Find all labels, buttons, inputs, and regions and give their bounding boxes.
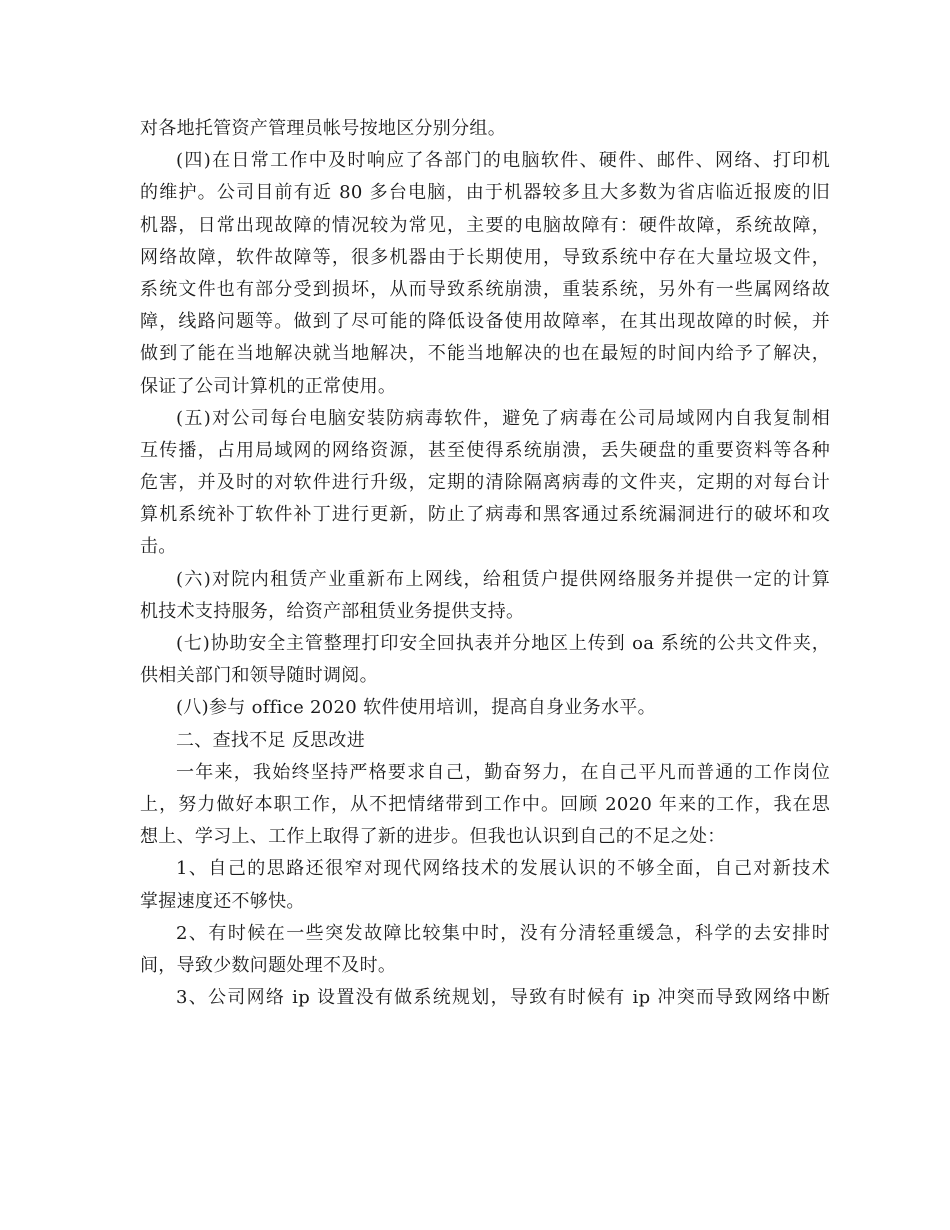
- text-line: 一年来，我始终坚持严格要求自己，勤奋努力，在自己平凡而普通的工作岗位: [176, 761, 830, 783]
- document-body: [140, 113, 830, 1014]
- text-line: 想上、学习上、工作上取得了新的进步。但我也认识到自己的不足之处：: [140, 826, 726, 848]
- text-line: 供相关部门和领导随时调阅。: [140, 665, 378, 687]
- text-line: 算机系统补丁软件补丁进行更新，防止了病毒和黑客通过系统漏洞进行的破坏和攻: [140, 504, 830, 526]
- text-line: 1、自己的思路还很窄对现代网络技术的发展认识的不够全面，自己对新技术: [176, 858, 830, 880]
- text-line: 障，线路问题等。做到了尽可能的降低设备使用故障率，在其出现故障的时候，并: [140, 311, 830, 333]
- text-line: (四)在日常工作中及时响应了各部门的电脑软件、硬件、邮件、网络、打印机: [176, 150, 830, 172]
- text-line: 保证了公司计算机的正常使用。: [140, 375, 397, 397]
- text-line: 击。: [140, 536, 177, 558]
- text-line: 对各地托管资产管理员帐号按地区分别分组。: [140, 118, 506, 139]
- text-line: (五)对公司每台电脑安装防病毒软件，避免了病毒在公司局域网内自我复制相: [176, 407, 830, 429]
- text-line: 2、有时候在一些突发故障比较集中时，没有分清轻重缓急，科学的去安排时: [176, 922, 830, 944]
- text-line: 二、查找不足 反思改进: [176, 729, 366, 751]
- text-line: 3、公司网络 ip 设置没有做系统规划，导致有时候有 ip 冲突而导致网络中断: [176, 987, 831, 1009]
- text-line: 危害，并及时的对软件进行升级，定期的清除隔离病毒的文件夹，定期的对每台计: [140, 472, 830, 494]
- text-line: (七)协助安全主管整理打印安全回执表并分地区上传到 oa 系统的公共文件夹，: [176, 633, 830, 654]
- text-line: 机技术支持服务，给资产部租赁业务提供支持。: [140, 600, 525, 622]
- text-line: 间，导致少数问题处理不及时。: [140, 954, 397, 976]
- text-line: 做到了能在当地解决就当地解决，不能当地解决的也在最短的时间内给予了解决，: [140, 343, 830, 365]
- text-line: 掌握速度还不够快。: [140, 890, 305, 912]
- text-line: 互传播，占用局域网的网络资源，甚至使得系统崩溃，丢失硬盘的重要资料等各种: [140, 439, 830, 461]
- text-line: (六)对院内租赁产业重新布上网线，给租赁户提供网络服务并提供一定的计算: [176, 568, 830, 590]
- text-line: 上，努力做好本职工作，从不把情绪带到工作中。回顾 2020 年来的工作，我在思: [140, 793, 830, 815]
- text-line: (八)参与 office 2020 软件使用培训，提高自身业务水平。: [176, 697, 656, 719]
- text-line: 的维护。公司目前有近 80 多台电脑，由于机器较多且大多数为省店临近报废的旧: [140, 182, 830, 204]
- text-line: 系统文件也有部分受到损坏，从而导致系统崩溃，重装系统，另外有一些属网络故: [140, 278, 830, 300]
- text-line: 机器，日常出现故障的情况较为常见，主要的电脑故障有：硬件故障，系统故障，: [140, 214, 830, 236]
- text-line: 网络故障，软件故障等，很多机器由于长期使用，导致系统中存在大量垃圾文件，: [140, 246, 830, 268]
